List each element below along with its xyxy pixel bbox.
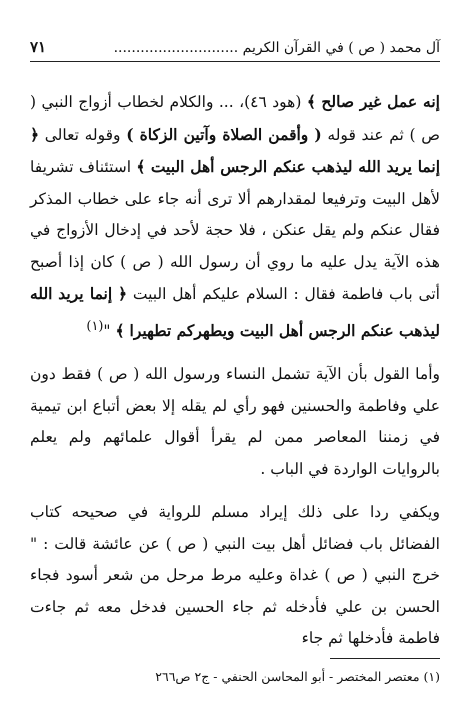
text-span: الباب . bbox=[260, 459, 304, 478]
footnote: (١) معتصر المختصر - أبو المحاسن الحنفي - ج٢ ص٢٦٦ bbox=[155, 669, 440, 684]
text-span: استئناف bbox=[78, 158, 137, 176]
body-text bbox=[30, 86, 440, 667]
paragraph-3 bbox=[30, 497, 440, 655]
quran-quote: إنما يريد bbox=[58, 284, 113, 303]
ornate-bracket-open: ﴿ bbox=[30, 124, 40, 144]
quran-quote: إنه عمل غير صالح bbox=[321, 92, 440, 111]
footnote-reference[interactable]: (١) bbox=[86, 318, 104, 334]
text-span: باب فضائل أهل بيت النبي ( ص ) عن عائشة قالت : " خرج النبي bbox=[30, 534, 440, 585]
ornate-bracket-close: ﴾ bbox=[115, 320, 125, 340]
header-rule bbox=[30, 61, 440, 62]
page-number: ٧١ bbox=[30, 38, 47, 56]
text-span: وقوله تعالى bbox=[44, 125, 127, 144]
text-span: المعاصر ممن لم يقرأ أقوال علمائهم ولم يعلم بالروايات الواردة في bbox=[30, 428, 440, 478]
footnote-rule bbox=[330, 658, 440, 659]
text-span: المذكر فقال عنكم ولم يقل عنكن ، فلا حجة لأحد في إدخال bbox=[30, 189, 440, 239]
ornate-bracket-close: ﴾ bbox=[306, 92, 316, 111]
paragraph-1 bbox=[30, 86, 440, 347]
text-span: الأزواج في هذه الآية يدل عليه ما روي أن رسول الله ( ص ) كان bbox=[30, 221, 440, 271]
text-span: ويكفي ردا على ذلك إيراد مسلم للرواية في صحيحه كتاب الفضائل bbox=[30, 503, 440, 553]
text-span: ( ص ) ثم عند قوله bbox=[30, 93, 440, 144]
quran-quote: ( وأقمن الصلاة وآتين الزكاة ) bbox=[126, 124, 322, 144]
text-span: وأما القول بأن الآية تشمل النساء ورسول الله ( ص ) فقط دون علي bbox=[30, 365, 440, 415]
quran-quote: إنما يريد الله ليذهب عنكم الرجس أهل البيت bbox=[150, 157, 440, 176]
text-span: " bbox=[103, 321, 116, 340]
page-header bbox=[30, 38, 440, 57]
ornate-bracket-open: ﴿ bbox=[117, 284, 128, 303]
text-span: (هود ٤٦)، ... والكلام لخطاب أزواج النبي bbox=[41, 93, 307, 111]
text-span: وفاطمة والحسنين فهو رأي لم يقله إلا بعض أتباع ابن تيمية في زمننا bbox=[30, 396, 440, 447]
paragraph-2 bbox=[30, 359, 440, 485]
text-span: إذا أصبح أتى باب فاطمة فقال : السلام عليكم أهل البيت bbox=[30, 252, 440, 303]
running-title: آل محمد ( ص ) في القرآن الكريم ............................ bbox=[113, 40, 440, 56]
text-span: ( ص ) غداة وعليه مرط مرحل من شعر أسود فجاء الحسن بن علي bbox=[30, 566, 440, 616]
ornate-bracket-close: ﴾ bbox=[136, 157, 146, 176]
text-span: تشريفا لأهل البيت وترفيعا لمقدارهم ألا ترى أنه جاء على خطاب bbox=[30, 158, 440, 208]
quran-quote: الله ليذهب عنكم الرجس أهل البيت ويطهركم تطهيرا bbox=[30, 284, 440, 340]
text-span: فأدخله ثم جاء الحسين فدخل معه ثم جاءت فاطمة فأدخلها ثم جاء bbox=[30, 597, 440, 648]
